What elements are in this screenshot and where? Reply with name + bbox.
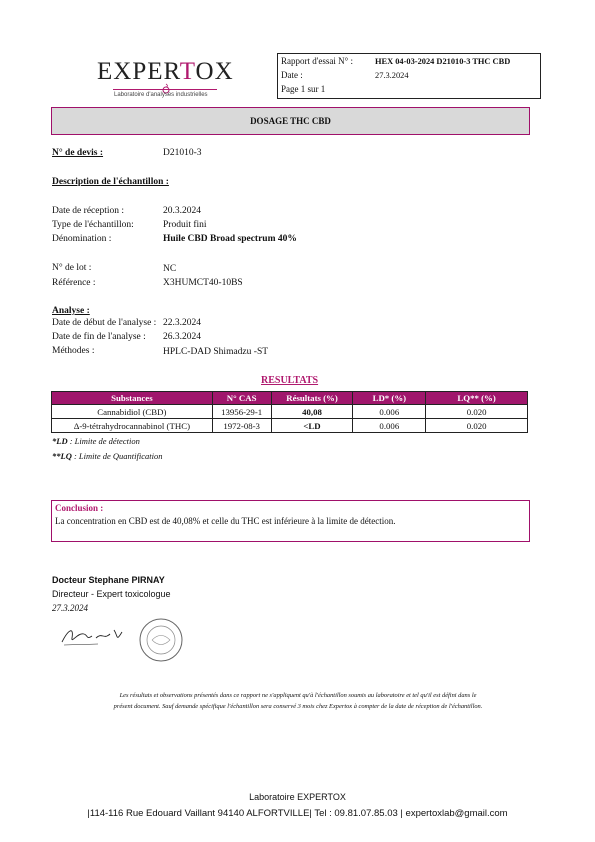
lq-cell: 0.020 <box>426 405 528 419</box>
ld-footnote-text: : Limite de détection <box>67 436 140 446</box>
denomination-label: Dénomination : <box>52 234 112 244</box>
lq-footnote <box>52 451 163 461</box>
substance-cell: Δ-9-tétrahydrocannabinol (THC) <box>52 419 213 433</box>
report-date-label: Date : <box>281 70 303 80</box>
sample-type-value: Produit fini <box>163 220 207 230</box>
table-row <box>52 405 528 419</box>
analysis-heading: Analyse : <box>52 306 90 316</box>
denomination-value: Huile CBD Broad spectrum 40% <box>163 234 297 244</box>
logo-text-accent: T <box>179 58 196 85</box>
signatory-name: Docteur Stephane PIRNAY <box>52 575 165 585</box>
report-date-value: 27.3.2024 <box>375 71 409 80</box>
footer-address: |114-116 Rue Edouard Vaillant 94140 ALFORTVILLE| Tel : 09.81.07.85.03 | expertoxlab@gmail.com <box>87 808 508 819</box>
ld-footnote-key: *LD <box>52 436 68 446</box>
result-cell: 40,08 <box>271 405 353 419</box>
analysis-end-label: Date de fin de l'analyse : <box>52 332 146 342</box>
results-table <box>51 391 528 433</box>
conclusion-box <box>51 500 530 542</box>
lot-label: N° de lot : <box>52 263 92 273</box>
report-info-box <box>277 53 541 99</box>
logo-text-end: OX <box>195 58 234 85</box>
methods-label: Méthodes : <box>52 346 95 356</box>
lot-value: NC <box>163 264 177 274</box>
devis-value: D21010-3 <box>163 148 202 158</box>
reception-date-label: Date de réception : <box>52 206 125 216</box>
results-header-row <box>52 392 528 405</box>
table-row <box>52 419 528 433</box>
header-lq: LQ** (%) <box>426 392 528 405</box>
conclusion-text: La concentration en CBD est de 40,08% et celle du THC est inférieure à la limite de détection. <box>55 516 396 526</box>
result-cell: <LD <box>271 419 353 433</box>
reception-date-value: 20.3.2024 <box>163 206 201 216</box>
methods-value: HPLC-DAD Shimadzu -ST <box>163 347 269 357</box>
header-results: Résultats (%) <box>271 392 353 405</box>
company-logo <box>97 58 234 86</box>
header-cas: N° CAS <box>212 392 271 405</box>
disclaimer-line-1: Les résultats et observations présentés dans ce rapport ne s'appliquent qu'à l'échantillon soumis au laboratoire et tel qu'il est défini dans le <box>119 692 477 699</box>
logo-text-start: EXPER <box>97 58 180 85</box>
page-indicator: Page 1 sur 1 <box>281 84 326 94</box>
document-title-bar <box>51 107 530 135</box>
conclusion-title: Conclusion : <box>55 503 104 513</box>
document-title: DOSAGE THC CBD <box>250 116 331 126</box>
handwritten-signature <box>58 620 130 650</box>
substance-cell: Cannabidiol (CBD) <box>52 405 213 419</box>
signatory-date: 27.3.2024 <box>52 603 88 613</box>
logo-underline <box>113 89 217 90</box>
cas-cell: 1972-08-3 <box>212 419 271 433</box>
analysis-start-label: Date de début de l'analyse : <box>52 318 157 328</box>
report-number-label: Rapport d'essai N° : <box>281 56 353 66</box>
lq-cell: 0.020 <box>426 419 528 433</box>
disclaimer-line-2: présent document. Sauf demande spécifique l'échantillon sera conservé 3 mois chez Expertox à compter de la date de réception de l'échantillon. <box>113 703 483 710</box>
header-ld: LD* (%) <box>353 392 426 405</box>
header-substances: Substances <box>52 392 213 405</box>
analysis-start-value: 22.3.2024 <box>163 318 201 328</box>
signatory-role: Directeur - Expert toxicologue <box>52 589 171 599</box>
reference-label: Référence : <box>52 278 96 288</box>
sample-type-label: Type de l'échantillon: <box>52 220 134 230</box>
reference-value: X3HUMCT40-10BS <box>163 278 243 288</box>
cas-cell: 13956-29-1 <box>212 405 271 419</box>
ld-cell: 0.006 <box>353 419 426 433</box>
lq-footnote-key: **LQ <box>52 451 72 461</box>
logo-subtitle: Laboratoire d'analyses industrielles <box>114 92 208 98</box>
laboratory-stamp-icon <box>138 617 184 663</box>
lq-footnote-text: : Limite de Quantification <box>71 451 163 461</box>
analysis-end-value: 26.3.2024 <box>163 332 201 342</box>
ld-footnote <box>52 436 140 446</box>
report-number-value: HEX 04-03-2024 D21010-3 THC CBD <box>375 57 511 66</box>
results-title: RESULTATS <box>261 375 319 386</box>
footer-lab-name: Laboratoire EXPERTOX <box>249 792 346 802</box>
sample-heading: Description de l'échantillon : <box>52 177 169 187</box>
ld-cell: 0.006 <box>353 405 426 419</box>
devis-label: N° de devis : <box>52 148 104 158</box>
disclaimer <box>56 690 540 712</box>
